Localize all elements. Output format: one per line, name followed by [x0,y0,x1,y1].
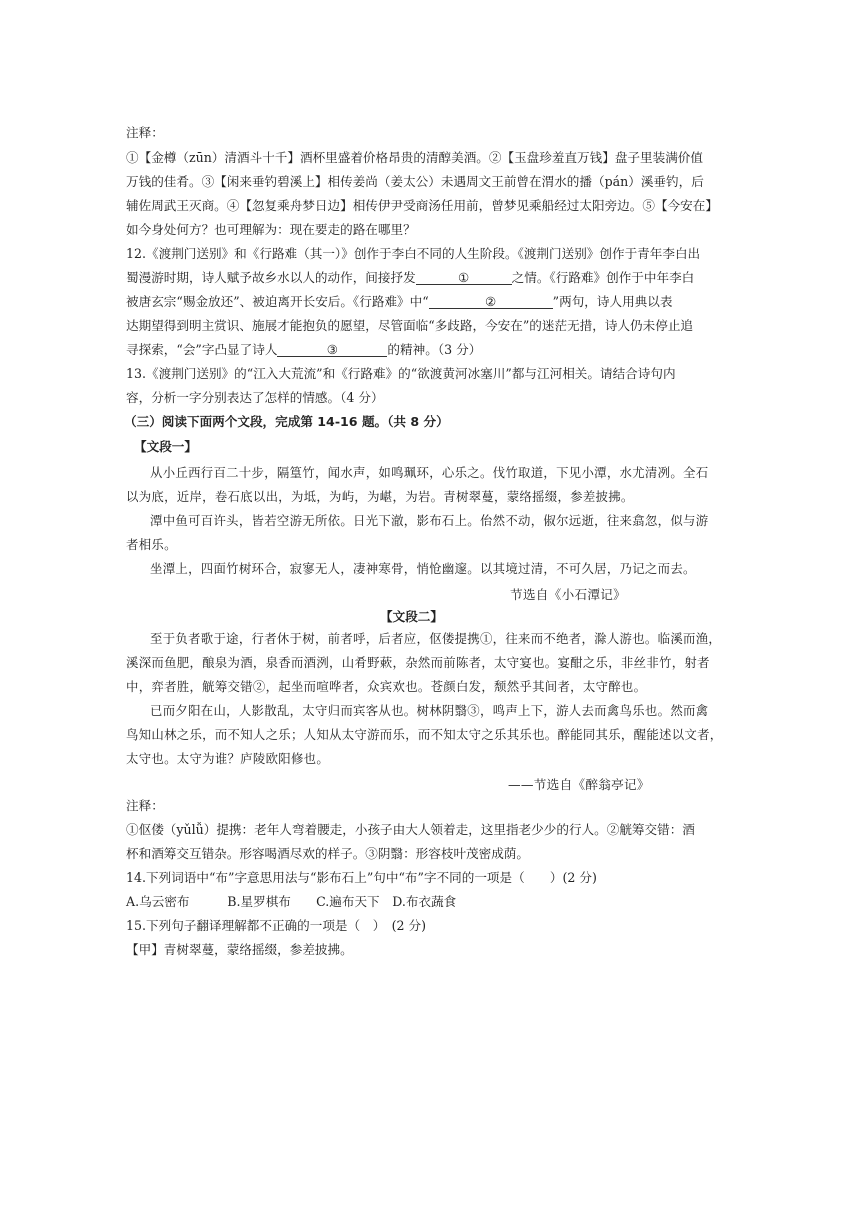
answer-blank-1[interactable]: ① [416,270,512,285]
question-15-item-a: 【甲】青树翠蔓，蒙络摇缀，参差披拂。 [126,942,353,957]
notes-header: 注释： [126,798,164,813]
question-14-options: A.乌云密布 B.星罗棋布 C.遍布天下 D.布衣蔬食 [126,894,457,909]
question-12-line: 12.《渡荆门送别》和《行路难（其一）》创作于李白不同的人生阶段。《渡荆门送别》创作于青年李白出 [126,246,701,261]
note-line: 如今身处何方？也可理解为：现在要走的路在哪里？ [126,222,416,237]
answer-blank-3[interactable]: ③ [277,342,387,357]
question-15-stem: 15.下列句子翻译理解都不正确的一项是（ ） (2 分) [126,918,427,933]
note-line: ①【金樽（zūn）清酒斗十千】酒杯里盛着价格昂贵的清醇美酒。②【玉盘珍羞直万钱】盘子里装满价值 [126,150,703,165]
note-line: 万钱的佳肴。③【闲来垂钓碧溪上】相传姜尚（姜太公）未遇周文王前曾在渭水的播（pán）溪垂钓，后 [126,174,704,189]
text: 寻探索，“会”字凸显了诗人 [126,342,278,357]
passage-1-line: 以为底，近岸，卷石底以出，为坻，为屿，为嵁，为岩。青树翠蔓，蒙络摇缀，参差披拂。 [126,489,634,504]
text: ”两句，诗人用典以表 [552,294,673,309]
question-12-line [126,270,694,286]
passage-2-line: 鸟知山林之乐，而不知人之乐；人知从太守游而乐，而不知太守之乐其乐也。醉能同其乐，醒能述以文者， [126,727,723,742]
note-line: 杯和酒筹交互错杂。形容喝酒尽欢的样子。③阴翳：形容枝叶茂密成荫。 [126,846,529,861]
notes-header: 注释： [126,125,164,140]
text: 被唐玄宗“赐金放还”、被迫离开长安后。《行路难》中“ [126,294,429,309]
question-12-line: 达期望得到明主赏识、施展才能抱负的愿望，尽管面临“多歧路，今安在”的迷茫无措，诗人仍未停止追 [126,318,694,333]
question-13-line: 容，分析一字分别表达了怎样的情感。（4 分） [126,390,384,405]
passage-2-line: 中，弈者胜，觥筹交错②，起坐而喧哗者，众宾欢也。苍颜白发，颓然乎其间者，太守醉也。 [126,679,647,694]
passage-1-title: 【文段一】 [134,439,197,454]
question-14-stem: 14.下列词语中“布”字意思用法与“影布石上”句中“布”字不同的一项是（ ）(2 分) [126,870,597,885]
passage-2-title: 【文段二】 [380,609,443,624]
note-line: ①伛偻（yǔlǚ）提携：老年人弯着腰走，小孩子由大人领着走，这里指老少少的行人。②觥筹交错：酒 [126,822,695,837]
text: 之情。《行路难》创作于中年李白 [511,270,695,285]
passage-1-line: 潭中鱼可百许头，皆若空游无所依。日光下澈，影布石上。佁然不动，俶尔远逝，往来翕忽，似与游 [150,513,709,528]
passage-2-source: ——节选自《醉翁亭记》 [508,777,650,792]
passage-2-line: 已而夕阳在山，人影散乱，太守归而宾客从也。树林阴翳③，鸣声上下，游人去而禽鸟乐也。然而禽 [150,703,709,718]
question-12-line [126,294,672,310]
section-title: （三）阅读下面两个文段，完成第 14-16 题。（共 8 分） [124,414,449,429]
passage-1-line: 者相乐。 [126,537,177,552]
text: 的精神。（3 分） [387,342,482,357]
passage-2-line: 至于负者歌于途，行者休于树，前者呼，后者应，伛偻提携①，往来而不绝者，滁人游也。临溪而渔， [150,631,722,646]
passage-1-line: 坐潭上，四面竹树环合，寂寥无人，凄神寒骨，悄怆幽邃。以其境过清，不可久居，乃记之而去。 [150,561,696,576]
passage-1-source: 节选自《小石潭记》 [510,587,627,602]
question-13-line: 13.《渡荆门送别》的“江入大荒流”和《行路难》的“欲渡黄河冰塞川”都与江河相关。请结合诗句内 [126,366,676,381]
passage-2-line: 太守也。太守为谁？庐陵欧阳修也。 [126,751,330,766]
note-line: 辅佐周武王灭商。④【忽复乘舟梦日边】相传伊尹受商汤任用前，曾梦见乘船经过太阳旁边。⑤【今安在】 [126,198,718,213]
text: 蜀漫游时期，诗人赋予故乡水以人的动作，间接抒发 [126,270,416,285]
answer-blank-2[interactable]: ② [429,294,553,309]
passage-2-line: 溪深而鱼肥，酿泉为酒，泉香而酒洌，山肴野蔌，杂然而前陈者，太守宴也。宴酣之乐，非丝非竹，射者 [126,655,710,670]
passage-1-line: 从小丘西行百二十步，隔篁竹，闻水声，如鸣珮环，心乐之。伐竹取道，下见小潭，水尤清冽。全石 [150,465,709,480]
question-12-line [126,342,481,358]
